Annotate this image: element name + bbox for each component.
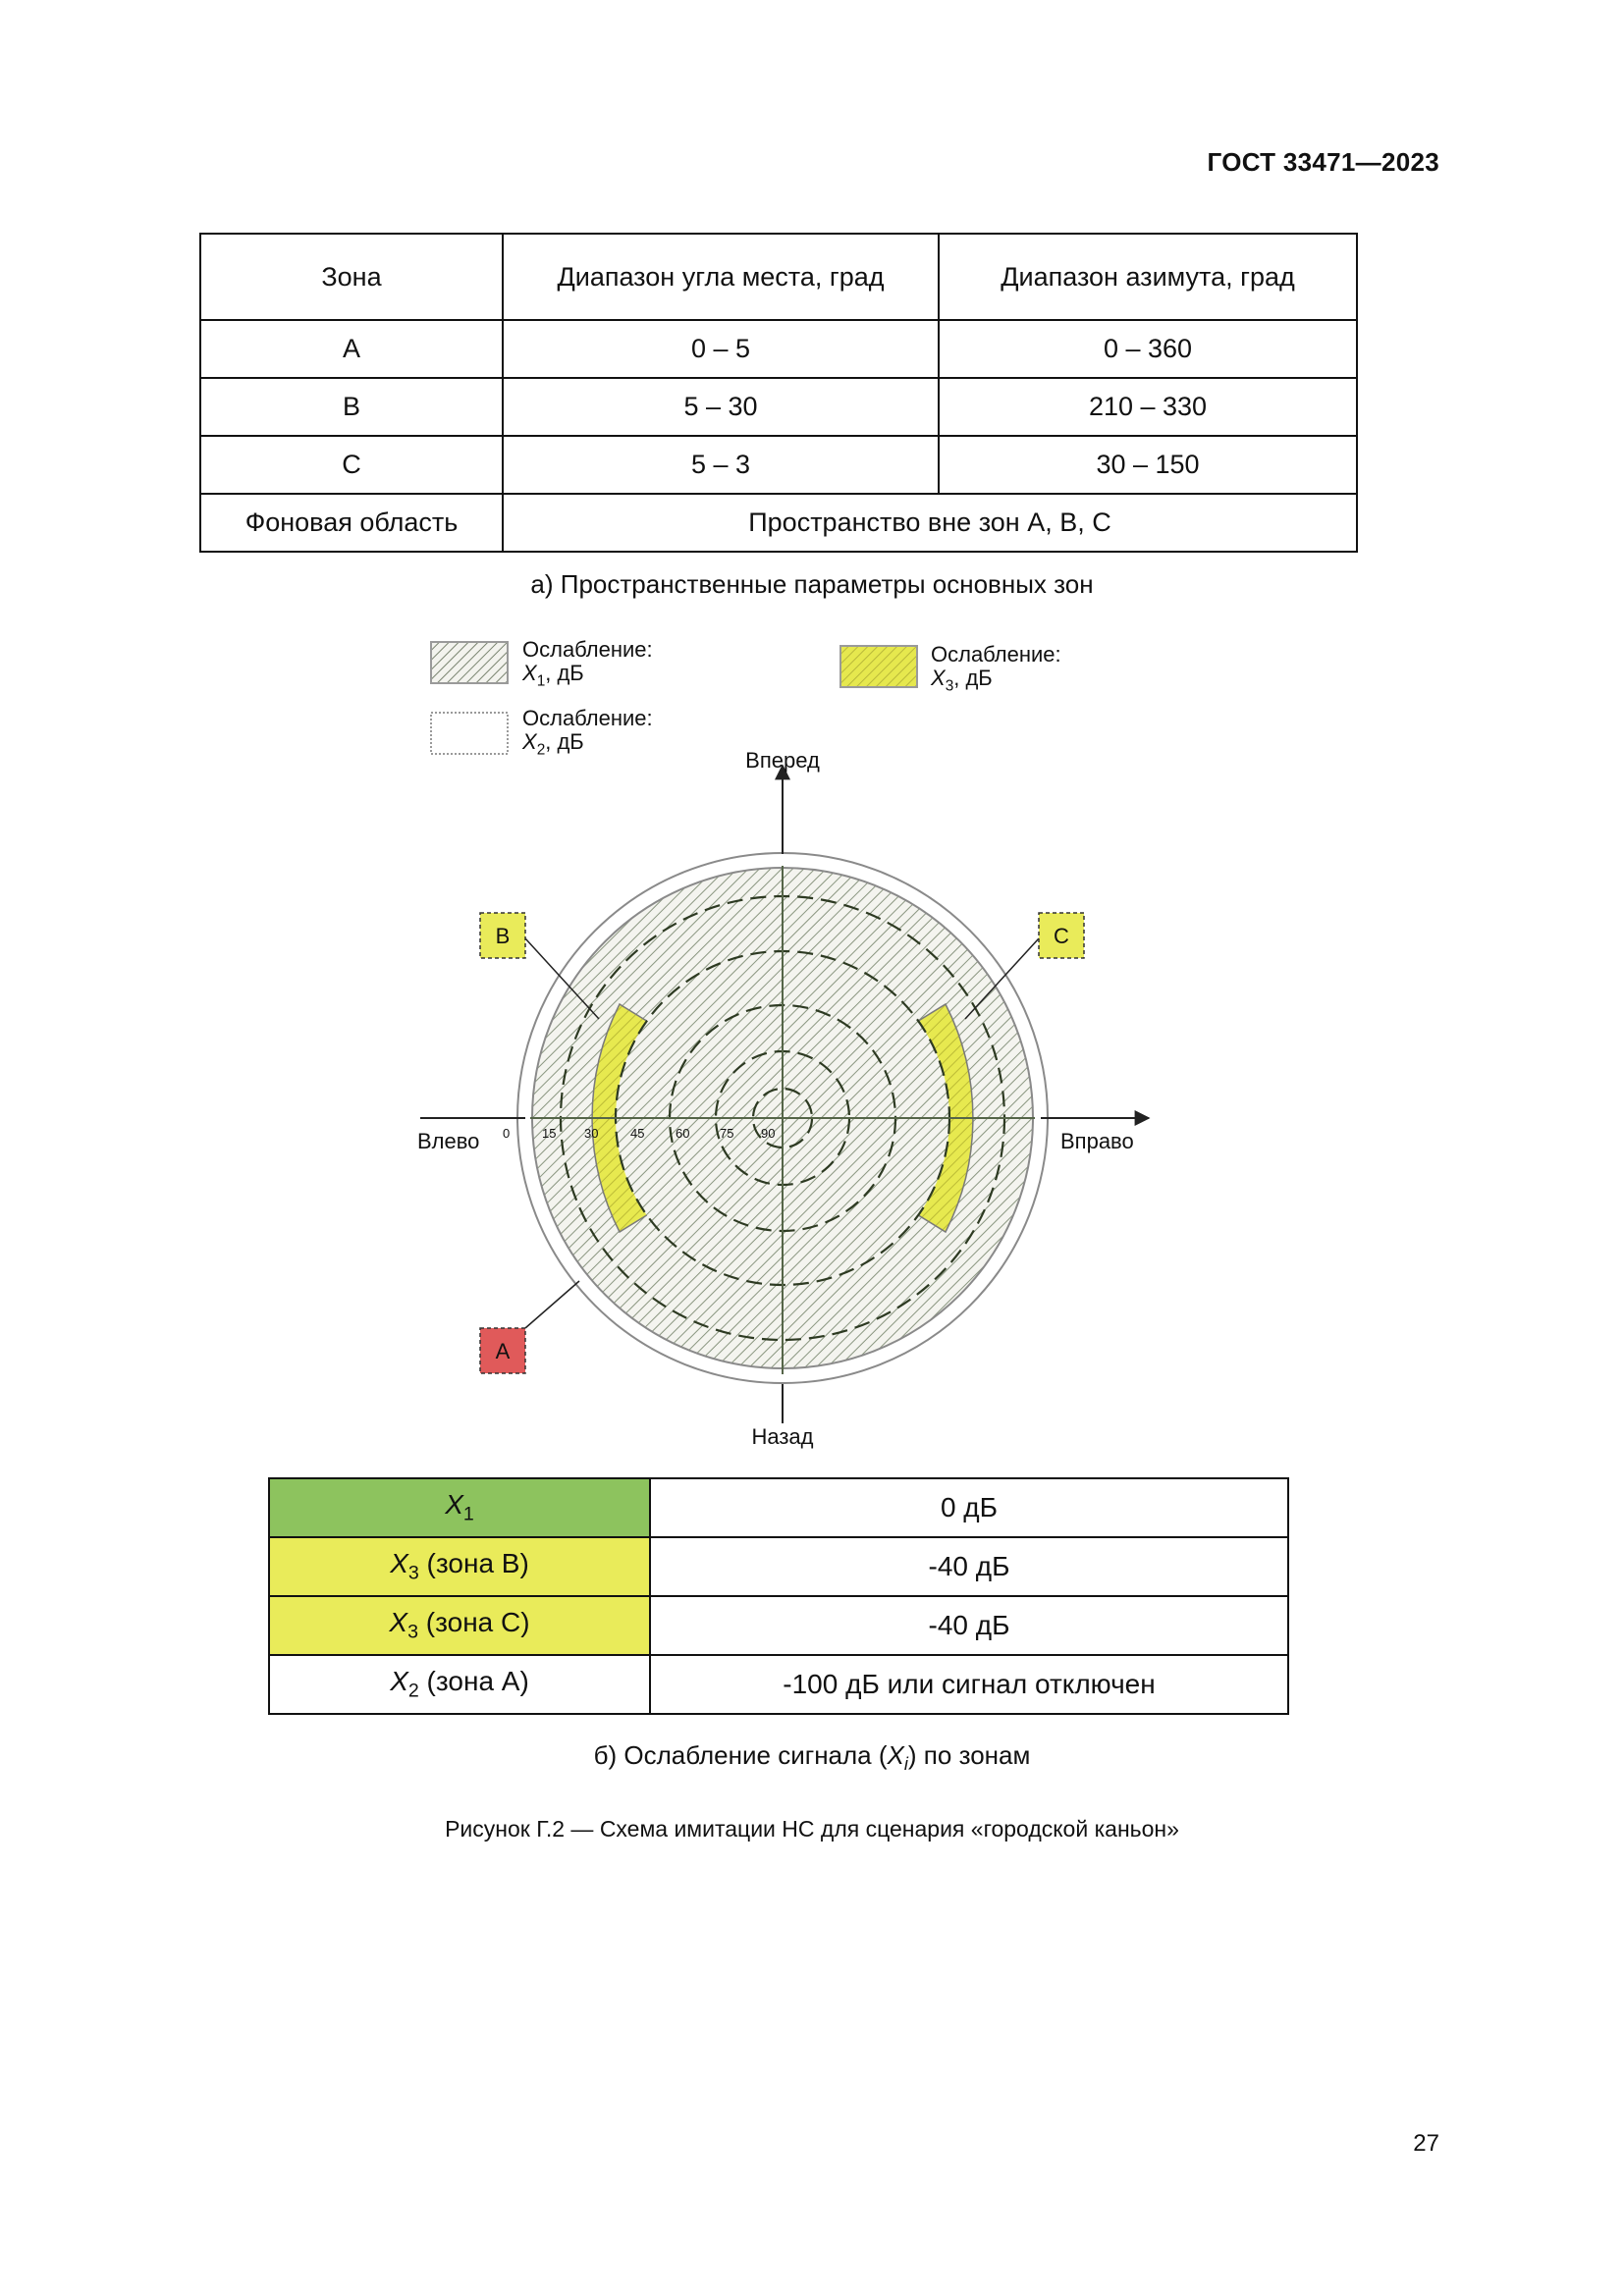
column-header-elevation: Диапазон угла места, град [503, 234, 939, 320]
column-header-zone: Зона [200, 234, 503, 320]
caption-a: а) Пространственные параметры основных зон [530, 569, 1094, 599]
attenuation-table [268, 1477, 1289, 1715]
zone-marker-b-label: B [495, 924, 511, 948]
page-number: 27 [1413, 2130, 1439, 2157]
tick-label: 75 [720, 1126, 734, 1141]
cell-value: 0 дБ [650, 1478, 1288, 1537]
cell-variable: $X_1$ [269, 1478, 650, 1537]
cell-zone: B [200, 378, 503, 436]
table-row-background [200, 494, 1357, 552]
legend-swatch-x3 [839, 645, 918, 688]
table-row [200, 436, 1357, 494]
direction-back: Назад [751, 1424, 814, 1449]
cell-elevation: 5 – 3 [503, 436, 939, 494]
table-row [269, 1537, 1288, 1596]
legend-label-x1: Ослабление: $X_1$, дБ [522, 637, 653, 690]
cell-elevation: 5 – 30 [503, 378, 939, 436]
zone-parameters-table [199, 233, 1358, 553]
cell-value: -40 дБ [650, 1537, 1288, 1596]
table-row [200, 378, 1357, 436]
legend-swatch-x1 [430, 641, 509, 684]
tick-label: 45 [630, 1126, 645, 1141]
cell-zone: C [200, 436, 503, 494]
table-row [269, 1596, 1288, 1655]
tick-label: 15 [542, 1126, 557, 1141]
cell-background-label: Фоновая область [200, 494, 503, 552]
cell-azimuth: 210 – 330 [939, 378, 1357, 436]
tick-label: 60 [676, 1126, 690, 1141]
cell-value: -100 дБ или сигнал отключен [650, 1655, 1288, 1714]
cell-value: -40 дБ [650, 1596, 1288, 1655]
direction-right: Вправо [1060, 1129, 1134, 1153]
leader-a [525, 1281, 579, 1328]
table-row [269, 1478, 1288, 1537]
tick-label: 30 [584, 1126, 599, 1141]
legend-label-x2: Ослабление: $X_2$, дБ [522, 706, 653, 759]
cell-elevation: 0 – 5 [503, 320, 939, 378]
cell-zone: A [200, 320, 503, 378]
zone-marker-a-label: A [495, 1339, 511, 1363]
figure-caption: Рисунок Г.2 — Схема имитации НС для сценария «городской каньон» [445, 1816, 1179, 1842]
legend-label-x3: Ослабление: $X_3$, дБ [931, 642, 1061, 695]
tick-label: 90 [761, 1126, 776, 1141]
cell-variable: $X_2$ (зона A) [269, 1655, 650, 1714]
tick-label: 0 [503, 1126, 511, 1141]
polar-zone-diagram [393, 746, 1178, 1453]
cell-azimuth: 30 – 150 [939, 436, 1357, 494]
standard-code: ГОСТ 33471—2023 [1207, 147, 1439, 177]
table-row [200, 320, 1357, 378]
column-header-azimuth: Диапазон азимута, град [939, 234, 1357, 320]
direction-left: Влево [417, 1129, 480, 1153]
cell-variable: $X_3$ (зона C) [269, 1596, 650, 1655]
cell-background-value: Пространство вне зон А, В, С [503, 494, 1357, 552]
table-header-row [200, 234, 1357, 320]
cell-variable: $X_3$ (зона B) [269, 1537, 650, 1596]
cell-azimuth: 0 – 360 [939, 320, 1357, 378]
direction-forward: Вперед [745, 748, 820, 773]
table-row [269, 1655, 1288, 1714]
zone-marker-c-label: C [1054, 924, 1069, 948]
caption-b: б) Ослабление сигнала $(X_i)$ по зонам [593, 1740, 1031, 1775]
